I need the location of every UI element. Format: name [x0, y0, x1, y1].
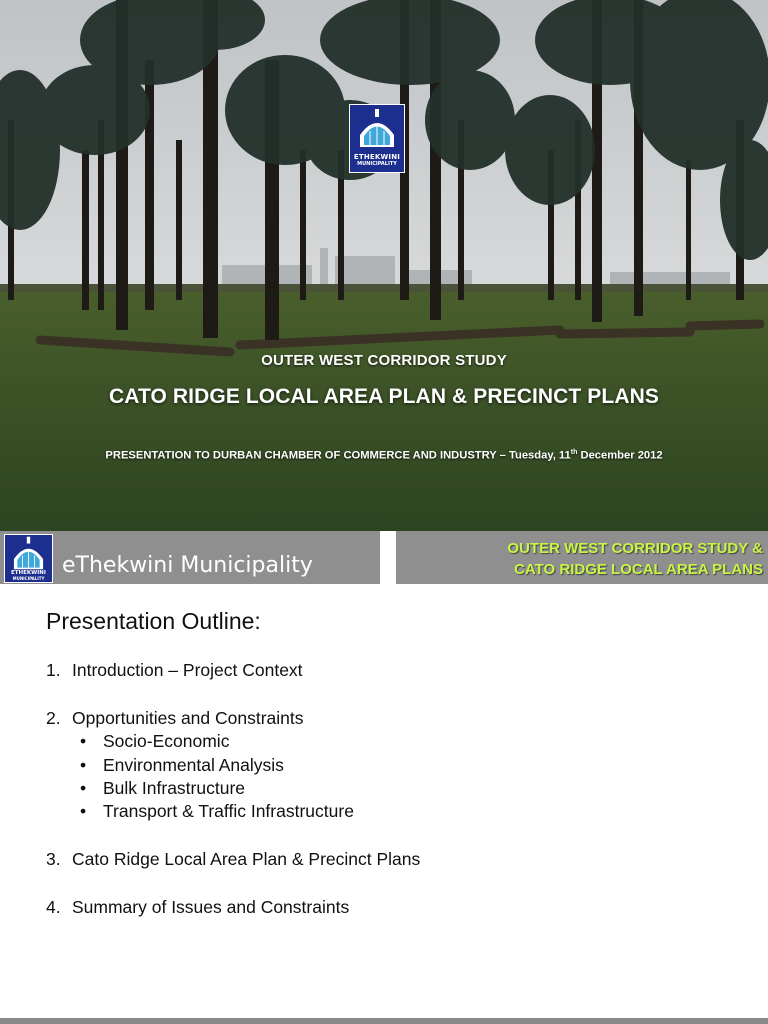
- bullet: •: [80, 801, 87, 821]
- presentation-text: PRESENTATION TO DURBAN CHAMBER OF COMMERCE AND INDUSTRY – Tuesday, 11: [105, 449, 571, 462]
- sub-item: [80, 778, 245, 799]
- date-superscript: th: [570, 449, 578, 456]
- study-header: [396, 531, 768, 584]
- ethekwini-logo: [4, 534, 53, 583]
- outline-item: [46, 897, 349, 918]
- dome-icon: [5, 535, 52, 571]
- sub-item: [80, 755, 284, 776]
- presentation-line: [0, 449, 768, 462]
- item-text: Opportunities and Constraints: [72, 708, 304, 728]
- item-number: 1.: [46, 660, 61, 680]
- item-text: Cato Ridge Local Area Plan & Precinct Plans: [72, 849, 421, 869]
- municipality-name: eThekwini Municipality: [62, 553, 313, 578]
- slide-subtitle: OUTER WEST CORRIDOR STUDY: [261, 352, 507, 369]
- outline-item: [46, 660, 303, 681]
- logo-line2: MUNICIPALITY: [12, 576, 45, 581]
- bullet: •: [80, 778, 87, 798]
- bullet: •: [80, 731, 87, 751]
- footer-bar: [0, 1018, 768, 1024]
- logo-line2: MUNICIPALITY: [357, 161, 397, 167]
- item-text: Summary of Issues and Constraints: [72, 897, 350, 917]
- sub-item-text: Transport & Traffic Infrastructure: [103, 801, 354, 821]
- ethekwini-logo: [349, 104, 405, 173]
- header-line-2: CATO RIDGE LOCAL AREA PLANS: [514, 561, 763, 578]
- outline-item: [46, 849, 420, 870]
- logo-line1: ETHEKWINI: [11, 570, 46, 576]
- presentation-date: December 2012: [577, 449, 663, 462]
- item-number: 3.: [46, 849, 61, 869]
- dome-icon: [350, 105, 404, 153]
- item-text: Introduction – Project Context: [72, 660, 303, 680]
- sub-item-text: Environmental Analysis: [103, 755, 284, 775]
- sub-item: [80, 801, 354, 822]
- sub-item-text: Bulk Infrastructure: [103, 778, 245, 798]
- logo-line1: ETHEKWINI: [353, 153, 401, 161]
- municipality-header: [0, 531, 380, 584]
- header-line-1: OUTER WEST CORRIDOR STUDY &: [507, 540, 763, 557]
- sub-item: [80, 731, 229, 752]
- bullet: •: [80, 755, 87, 775]
- slide-title: CATO RIDGE LOCAL AREA PLAN & PRECINCT PLANS: [109, 385, 659, 408]
- sub-item-text: Socio-Economic: [103, 731, 230, 751]
- item-number: 2.: [46, 708, 61, 728]
- item-number: 4.: [46, 897, 61, 917]
- outline-item: [46, 708, 304, 729]
- outline-title: Presentation Outline:: [46, 608, 261, 634]
